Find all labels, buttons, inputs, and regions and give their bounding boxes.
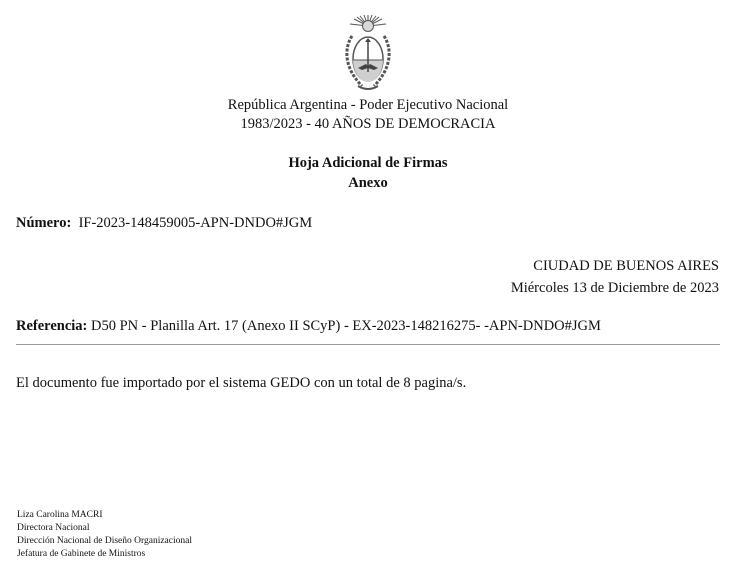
document-subtitle: Anexo [348, 175, 388, 191]
document-title: Hoja Adicional de Firmas [288, 155, 448, 171]
header-line-1: República Argentina - Poder Ejecutivo Nacional [227, 97, 509, 113]
referencia-value: D50 PN - Planilla Art. 17 (Anexo II SCyP) - EX-2023-148216275- -APN-DNDO#JGM [91, 318, 601, 334]
numero-label: Número: [16, 215, 72, 231]
signer-office: Dirección Nacional de Diseño Organizacional [17, 536, 192, 546]
divider [16, 344, 720, 345]
coat-of-arms-icon [338, 12, 398, 96]
signer-role: Directora Nacional [17, 523, 90, 533]
body-text: El documento fue importado por el sistema GEDO con un total de 8 pagina/s. [16, 375, 467, 391]
referencia-row [16, 317, 601, 335]
city: CIUDAD DE BUENOS AIRES [533, 258, 719, 274]
signature-block [17, 509, 192, 561]
numero-row [16, 214, 312, 232]
referencia-label: Referencia: [16, 318, 88, 334]
signer-name: Liza Carolina MACRI [17, 510, 103, 520]
date: Miércoles 13 de Diciembre de 2023 [510, 280, 719, 296]
signer-department: Jefatura de Gabinete de Ministros [17, 549, 146, 559]
numero-value: IF-2023-148459005-APN-DNDO#JGM [78, 215, 313, 231]
header-line-2: 1983/2023 - 40 AÑOS DE DEMOCRACIA [240, 116, 496, 132]
